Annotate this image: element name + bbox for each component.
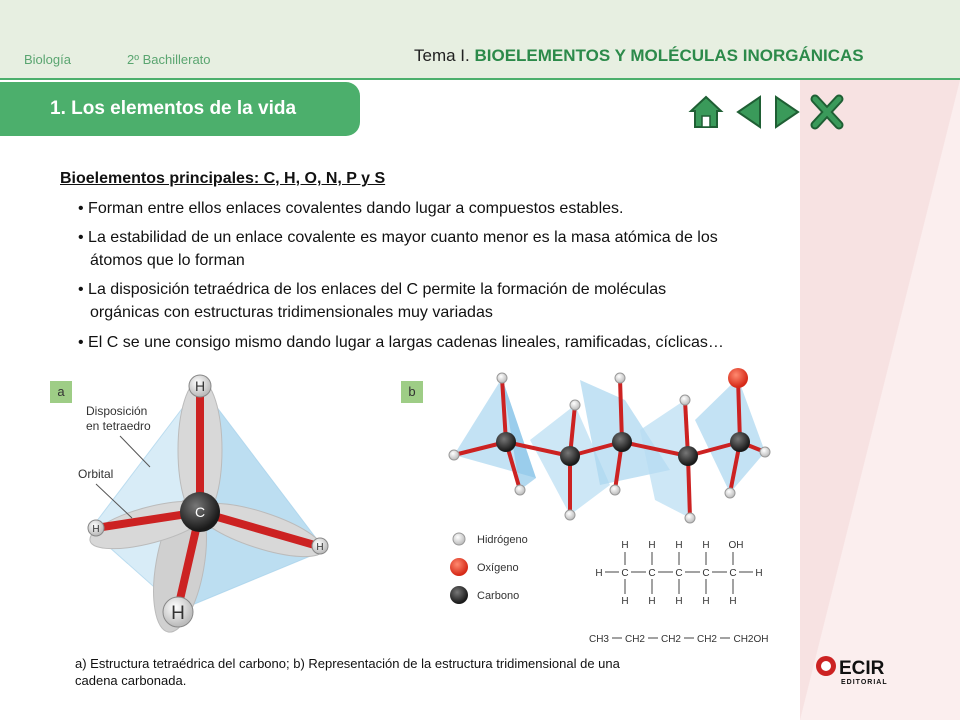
bullet-item — [78, 331, 902, 354]
legend-label: Carbono — [477, 590, 520, 602]
bullet-item — [78, 197, 902, 220]
next-button[interactable] — [772, 94, 802, 130]
formula-atom: C — [729, 568, 737, 579]
orbital-label: Orbital — [78, 467, 114, 481]
legend-hydrogen-swatch — [453, 533, 465, 545]
atom-label: H — [92, 524, 100, 535]
bullet-text: • El C se une consigo mismo dando lugar a largas cadenas lineales, ramificadas, cíclicas… — [78, 334, 724, 351]
structural-formula — [585, 532, 785, 647]
bullet-text: • La disposición tetraédrica de los enlaces del C permite la formación de moléculas — [78, 281, 667, 298]
formula-atom: C — [675, 568, 683, 579]
figure-b-chain — [440, 360, 780, 530]
slide-header — [0, 0, 960, 80]
tetrahedron-face — [695, 378, 765, 493]
course-label: 2º Bachillerato — [127, 52, 211, 67]
legend-label: Oxígeno — [477, 562, 519, 574]
condensed-group: CH2 — [624, 634, 646, 645]
legend-carbon-swatch — [450, 586, 468, 604]
figure-b-label: b — [401, 381, 423, 403]
exit-button[interactable] — [810, 94, 844, 130]
condensed-group: CH3 — [588, 634, 610, 645]
subject-label: Biología — [24, 52, 71, 67]
formula-atom: H — [675, 596, 683, 607]
formula-atom: C — [648, 568, 656, 579]
arrow-left-icon — [738, 97, 760, 127]
formula-atom: H — [675, 540, 683, 551]
arrow-right-icon — [776, 97, 798, 127]
home-button[interactable] — [688, 94, 724, 130]
bullet-text-continuation: orgánicas con estructuras tridimensionales muy variadas — [90, 304, 493, 321]
topic-title — [414, 46, 864, 66]
formula-atom: C — [621, 568, 629, 579]
figure-a-tetrahedron — [60, 360, 350, 640]
formula-atom: H — [755, 568, 763, 579]
formula-atom: H — [729, 596, 737, 607]
caption-line: cadena carbonada. — [75, 673, 187, 688]
callout-text: Disposición — [86, 404, 148, 418]
formula-atom: H — [702, 596, 710, 607]
callout-line — [120, 436, 150, 467]
atom-label: H — [316, 542, 324, 553]
close-icon — [815, 99, 839, 125]
formula-atom: C — [702, 568, 710, 579]
topic-prefix: Tema I. — [414, 46, 470, 65]
formula-atom: OH — [728, 540, 744, 551]
figure-b-legend — [445, 527, 575, 607]
publisher-logo — [815, 654, 900, 686]
bullet-item — [78, 278, 902, 324]
figure-caption — [75, 655, 765, 689]
previous-button[interactable] — [734, 94, 764, 130]
atom-label: C — [194, 504, 206, 520]
condensed-group: CH2OH — [733, 634, 769, 645]
atom-label: H — [194, 378, 206, 394]
formula-atom: H — [621, 596, 629, 607]
legend-label: Hidrógeno — [477, 534, 528, 546]
section-title: 1. Los elementos de la vida — [50, 98, 297, 119]
callout-text: en tetraedro — [86, 419, 151, 433]
formula-atom: H — [648, 596, 656, 607]
home-icon — [691, 97, 721, 127]
condensed-group: CH2 — [660, 634, 682, 645]
bullet-item — [78, 226, 902, 272]
oxygen-atom — [728, 368, 748, 388]
bullet-text-continuation: átomos que lo forman — [90, 252, 245, 269]
atom-label: H — [171, 603, 185, 624]
background-diagonal — [800, 80, 960, 720]
legend-oxygen-swatch — [450, 558, 468, 576]
logo-text: ECIR — [839, 658, 885, 679]
bullet-text: • La estabilidad de un enlace covalente es mayor cuanto menor es la masa atómica de los — [78, 229, 718, 246]
section-tab — [0, 82, 360, 136]
topic-name: BIOELEMENTOS Y MOLÉCULAS INORGÁNICAS — [474, 46, 864, 65]
formula-atom: H — [648, 540, 656, 551]
caption-line: a) Estructura tetraédrica del carbono; b) Representación de la estructura tridimensional de una — [75, 656, 620, 671]
formula-atom: H — [621, 540, 629, 551]
logo-subtext: EDITORIAL — [841, 679, 888, 686]
figure-a-label: a — [50, 381, 72, 403]
condensed-group: CH2 — [696, 634, 718, 645]
bullet-text: • Forman entre ellos enlaces covalentes dando lugar a compuestos estables. — [78, 200, 624, 217]
formula-atom: H — [595, 568, 603, 579]
content-heading: Bioelementos principales: C, H, O, N, P y S — [60, 170, 386, 187]
formula-atom: H — [702, 540, 710, 551]
